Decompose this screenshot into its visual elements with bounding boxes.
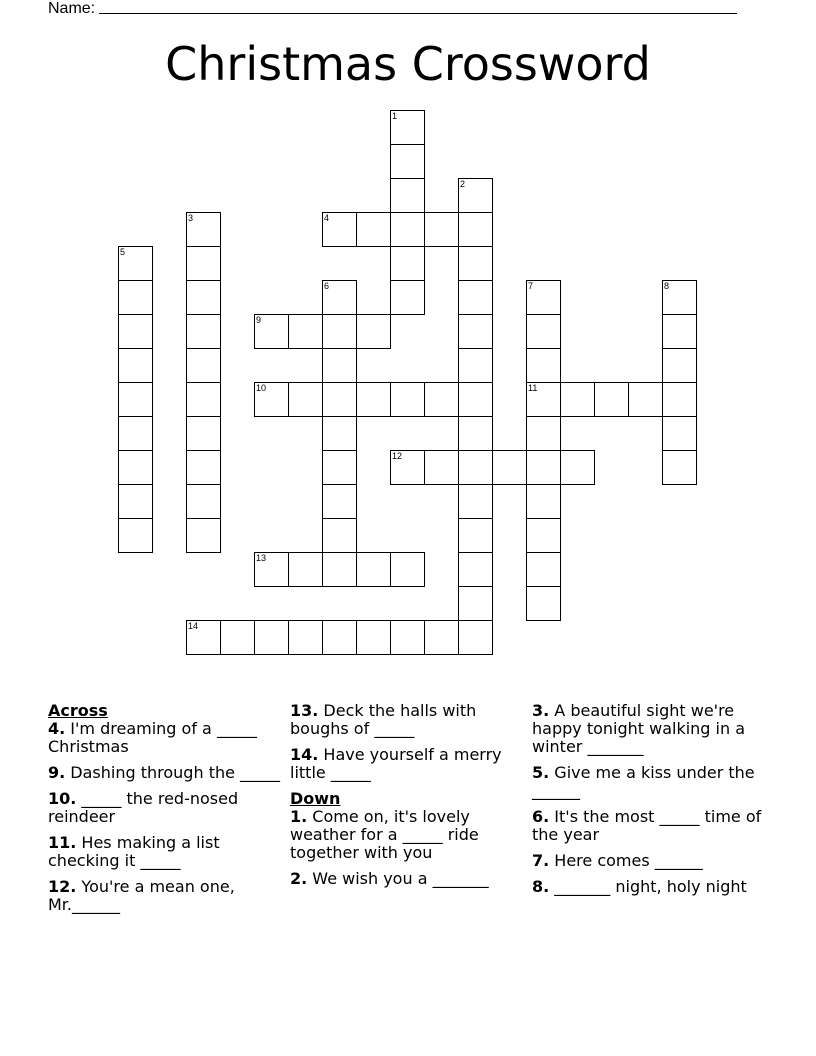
grid-cell[interactable] — [662, 314, 697, 349]
grid-cell[interactable] — [118, 348, 153, 383]
grid-cell[interactable] — [424, 450, 459, 485]
grid-cell[interactable] — [186, 314, 221, 349]
grid-cell[interactable] — [322, 552, 357, 587]
grid-cell[interactable] — [288, 382, 323, 417]
grid-cell[interactable] — [186, 484, 221, 519]
clue-number: 3 — [188, 213, 194, 223]
grid-cell[interactable] — [186, 348, 221, 383]
grid-cell[interactable] — [118, 416, 153, 451]
grid-cell[interactable] — [356, 314, 391, 349]
clues-column-1 — [48, 702, 282, 922]
grid-cell[interactable] — [458, 518, 493, 553]
clue-item — [290, 702, 524, 738]
grid-cell[interactable] — [118, 382, 153, 417]
grid-cell[interactable] — [424, 382, 459, 417]
clue-item — [290, 746, 524, 782]
grid-cell[interactable] — [594, 382, 629, 417]
grid-cell[interactable] — [322, 518, 357, 553]
grid-cell[interactable] — [560, 382, 595, 417]
grid-cell[interactable] — [390, 178, 425, 213]
grid-cell[interactable] — [356, 552, 391, 587]
grid-cell[interactable] — [118, 518, 153, 553]
across-heading: Across — [48, 701, 108, 720]
clue-num: 10. — [48, 789, 77, 808]
grid-cell[interactable] — [186, 246, 221, 281]
grid-cell[interactable] — [526, 484, 561, 519]
grid-cell[interactable] — [458, 416, 493, 451]
clue-text: _______ night, holy night — [549, 877, 747, 896]
clue-item — [532, 852, 766, 870]
grid-cell[interactable] — [662, 348, 697, 383]
clue-number: 10 — [256, 383, 267, 393]
grid-cell[interactable] — [526, 450, 561, 485]
grid-cell[interactable] — [220, 620, 255, 655]
grid-cell[interactable] — [458, 586, 493, 621]
grid-cell[interactable] — [526, 314, 561, 349]
clue-number: 11 — [528, 383, 538, 393]
grid-cell[interactable] — [356, 212, 391, 247]
clue-number: 8 — [664, 281, 670, 291]
clue-text: Come on, it's lovely weather for a _____ ride together with you — [290, 807, 479, 862]
grid-cell[interactable] — [390, 212, 425, 247]
clue-text: Give me a kiss under the ______ — [532, 763, 755, 800]
clue-num: 1. — [290, 807, 308, 826]
grid-cell[interactable] — [526, 280, 561, 315]
clue-text: Have yourself a merry little _____ — [290, 745, 502, 782]
grid-cell[interactable] — [118, 450, 153, 485]
clue-num: 7. — [532, 851, 550, 870]
clue-text: It's the most _____ time of the year — [532, 807, 762, 844]
grid-cell[interactable] — [390, 280, 425, 315]
grid-cell[interactable] — [322, 484, 357, 519]
clue-text: Dashing through the _____ — [65, 763, 281, 782]
grid-cell[interactable] — [458, 450, 493, 485]
grid-cell[interactable] — [458, 212, 493, 247]
grid-cell[interactable] — [118, 280, 153, 315]
grid-cell[interactable] — [186, 416, 221, 451]
grid-cell[interactable] — [186, 620, 221, 655]
grid-cell[interactable] — [458, 280, 493, 315]
grid-cell[interactable] — [424, 620, 459, 655]
clue-num: 14. — [290, 745, 319, 764]
clue-item — [532, 878, 766, 896]
grid-cell[interactable] — [458, 348, 493, 383]
clue-item — [48, 790, 282, 826]
grid-cell[interactable] — [458, 620, 493, 655]
down-heading: Down — [290, 789, 341, 808]
grid-cell[interactable] — [322, 620, 357, 655]
grid-cell[interactable] — [322, 314, 357, 349]
clue-text: We wish you a _______ — [307, 869, 489, 888]
grid-cell[interactable] — [254, 552, 289, 587]
clue-item — [48, 834, 282, 870]
clue-num: 4. — [48, 719, 66, 738]
clue-number: 6 — [324, 281, 330, 291]
clue-text: Hes making a list checking it _____ — [48, 833, 220, 870]
clue-number: 14 — [188, 621, 199, 631]
clue-number: 7 — [528, 281, 534, 291]
grid-cell[interactable] — [662, 450, 697, 485]
grid-cell[interactable] — [390, 382, 425, 417]
grid-cell[interactable] — [118, 314, 153, 349]
grid-cell[interactable] — [526, 552, 561, 587]
clue-text: Deck the halls with boughs of _____ — [290, 701, 477, 738]
grid-cell[interactable] — [526, 586, 561, 621]
grid-cell[interactable] — [288, 552, 323, 587]
grid-cell[interactable] — [662, 416, 697, 451]
grid-cell[interactable] — [424, 212, 459, 247]
clue-item — [290, 870, 524, 888]
clue-num: 6. — [532, 807, 550, 826]
clue-number: 12 — [392, 451, 403, 461]
grid-cell[interactable] — [526, 382, 561, 417]
clue-item — [290, 808, 524, 862]
grid-cell[interactable] — [118, 484, 153, 519]
grid-cell[interactable] — [458, 382, 493, 417]
grid-cell[interactable] — [322, 382, 357, 417]
clue-item — [532, 764, 766, 800]
grid-cell[interactable] — [356, 620, 391, 655]
clue-item — [532, 808, 766, 844]
grid-cell[interactable] — [526, 416, 561, 451]
grid-cell[interactable] — [254, 314, 289, 349]
grid-cell[interactable] — [186, 518, 221, 553]
grid-cell[interactable] — [186, 212, 221, 247]
clue-text: Here comes ______ — [549, 851, 703, 870]
grid-cell[interactable] — [322, 416, 357, 451]
clue-number: 13 — [256, 553, 267, 563]
clue-number: 9 — [256, 315, 262, 325]
clue-text: You're a mean one, Mr.______ — [48, 877, 235, 914]
grid-cell[interactable] — [390, 144, 425, 179]
grid-cell[interactable] — [526, 518, 561, 553]
grid-cell[interactable] — [390, 450, 425, 485]
clue-text: A beautiful sight we're happy tonight walking in a winter _______ — [532, 701, 746, 756]
grid-cell[interactable] — [390, 552, 425, 587]
clue-number: 2 — [460, 179, 466, 189]
grid-cell[interactable] — [662, 382, 697, 417]
grid-cell[interactable] — [288, 314, 323, 349]
clue-item — [532, 702, 766, 756]
grid-cell[interactable] — [492, 450, 527, 485]
clue-item — [48, 878, 282, 914]
grid-cell[interactable] — [118, 246, 153, 281]
clue-item — [48, 720, 282, 756]
grid-cell[interactable] — [458, 178, 493, 213]
grid-cell[interactable] — [628, 382, 663, 417]
clue-text: I'm dreaming of a _____ Christmas — [48, 719, 257, 756]
clue-number: 5 — [120, 247, 126, 257]
grid-cell[interactable] — [288, 620, 323, 655]
grid-cell[interactable] — [322, 450, 357, 485]
clue-item — [48, 764, 282, 782]
grid-cell[interactable] — [390, 620, 425, 655]
grid-cell[interactable] — [526, 348, 561, 383]
clue-number: 4 — [324, 213, 330, 223]
clue-num: 9. — [48, 763, 66, 782]
grid-cell[interactable] — [322, 212, 357, 247]
grid-cell[interactable] — [390, 110, 425, 145]
name-label: Name: — [48, 0, 96, 17]
grid-cell[interactable] — [254, 620, 289, 655]
clues-column-3 — [532, 702, 766, 904]
grid-cell[interactable] — [322, 348, 357, 383]
grid-cell[interactable] — [662, 280, 697, 315]
clue-num: 2. — [290, 869, 308, 888]
clue-num: 11. — [48, 833, 77, 852]
clue-num: 8. — [532, 877, 550, 896]
grid-cell[interactable] — [390, 246, 425, 281]
clue-num: 13. — [290, 701, 319, 720]
grid-cell[interactable] — [458, 246, 493, 281]
grid-cell[interactable] — [254, 382, 289, 417]
grid-cell[interactable] — [458, 552, 493, 587]
clue-num: 3. — [532, 701, 550, 720]
clues-column-2 — [290, 702, 524, 896]
grid-cell[interactable] — [458, 484, 493, 519]
clue-number: 1 — [392, 111, 398, 121]
clue-num: 12. — [48, 877, 77, 896]
clue-text: _____ the red-nosed reindeer — [48, 789, 239, 826]
clue-num: 5. — [532, 763, 550, 782]
grid-cell[interactable] — [322, 280, 357, 315]
grid-cell[interactable] — [356, 382, 391, 417]
grid-cell[interactable] — [186, 280, 221, 315]
grid-cell[interactable] — [458, 314, 493, 349]
grid-cell[interactable] — [186, 382, 221, 417]
grid-cell[interactable] — [560, 450, 595, 485]
page-title: Christmas Crossword — [165, 37, 651, 91]
grid-cell[interactable] — [186, 450, 221, 485]
